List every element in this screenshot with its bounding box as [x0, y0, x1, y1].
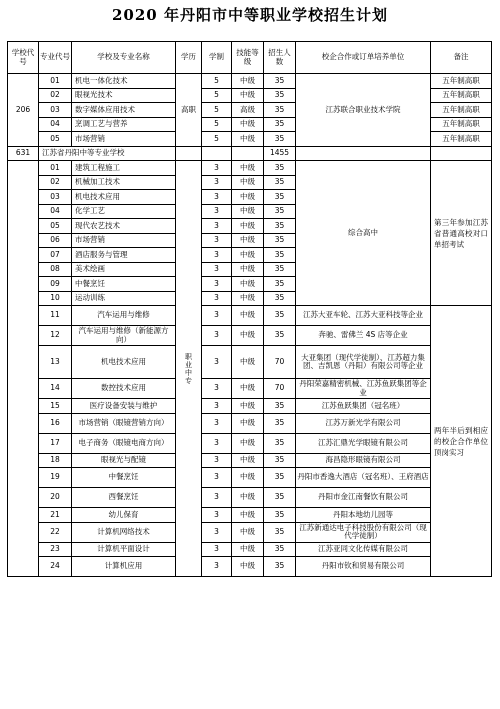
duration-cell: 3: [202, 277, 232, 292]
level-cell: 中级: [232, 399, 264, 414]
major-name-cell: 中餐烹饪: [72, 277, 176, 292]
remark-cell: 五年制高职: [431, 74, 492, 89]
major-code-cell: 15: [39, 399, 72, 414]
level-cell: 中级: [232, 453, 264, 468]
major-name-cell: 市场营销: [72, 233, 176, 248]
major-code-cell: 20: [39, 488, 72, 508]
duration-cell: 3: [202, 433, 232, 453]
table-row: [8, 379, 492, 399]
major-code-cell: 23: [39, 542, 72, 557]
quota-cell: 35: [264, 468, 296, 488]
duration-cell: 3: [202, 291, 232, 306]
table-row: [8, 522, 492, 542]
major-code-cell: 13: [39, 346, 72, 379]
level-cell: 中级: [232, 433, 264, 453]
quota-cell: 35: [264, 219, 296, 234]
partner-cell: 江苏鱼跃集团（冠名班）: [296, 399, 431, 414]
duration-cell: 3: [202, 453, 232, 468]
empty-cell: [296, 146, 431, 161]
quota-cell: 35: [264, 190, 296, 205]
table-row: [8, 399, 492, 414]
major-code-cell: 07: [39, 248, 72, 263]
quota-cell: 35: [264, 522, 296, 542]
level-cell: 中级: [232, 262, 264, 277]
level-cell: 中级: [232, 508, 264, 523]
quota-cell: 35: [264, 306, 296, 326]
table-row: [8, 74, 492, 89]
major-code-cell: 05: [39, 219, 72, 234]
partner-cell: 综合高中: [296, 161, 431, 306]
duration-cell: 3: [202, 190, 232, 205]
major-name-cell: 烹调工艺与营养: [72, 117, 176, 132]
partner-cell: 江苏大亚车轮、江苏大亚科技等企业: [296, 306, 431, 326]
table-row: [8, 413, 492, 433]
level-cell: 中级: [232, 117, 264, 132]
major-code-cell: 12: [39, 326, 72, 346]
duration-cell: 3: [202, 399, 232, 414]
quota-cell: 35: [264, 161, 296, 176]
header-major-code: 专业代号: [39, 42, 72, 74]
level-cell: 中级: [232, 291, 264, 306]
level-cell: 中级: [232, 204, 264, 219]
quota-cell: 35: [264, 233, 296, 248]
duration-cell: 5: [202, 74, 232, 89]
level-cell: 中级: [232, 74, 264, 89]
major-name-cell: 机电技术应用: [72, 346, 176, 379]
level-cell: 中级: [232, 557, 264, 577]
major-code-cell: 02: [39, 175, 72, 190]
quota-cell: 35: [264, 291, 296, 306]
remark-cell: 两年半后到相应的校企合作单位顶岗实习: [431, 306, 492, 577]
duration-cell: 5: [202, 103, 232, 118]
table-row: [8, 508, 492, 523]
quota-cell: 35: [264, 488, 296, 508]
major-name-cell: 市场营销: [72, 132, 176, 147]
major-name-cell: 建筑工程施工: [72, 161, 176, 176]
duration-cell: 3: [202, 508, 232, 523]
header-education: 学历: [176, 42, 202, 74]
major-name-cell: 机械加工技术: [72, 175, 176, 190]
education-cell: 职业中专: [176, 161, 202, 577]
major-name-cell: 机电一体化技术: [72, 74, 176, 89]
partner-cell: 江苏亚同文化传媒有限公司: [296, 542, 431, 557]
partner-cell: 江苏万新光学有限公司: [296, 413, 431, 433]
quota-cell: 35: [264, 413, 296, 433]
major-code-cell: 10: [39, 291, 72, 306]
major-name-cell: 运动训练: [72, 291, 176, 306]
duration-cell: 3: [202, 346, 232, 379]
level-cell: 高级: [232, 103, 264, 118]
table-row: [8, 326, 492, 346]
remark-cell: 五年制高职: [431, 88, 492, 103]
quota-cell: 35: [264, 453, 296, 468]
quota-cell: 35: [264, 262, 296, 277]
major-code-cell: 21: [39, 508, 72, 523]
school-band-row: [8, 146, 492, 161]
level-cell: 中级: [232, 346, 264, 379]
duration-cell: 3: [202, 542, 232, 557]
level-cell: 中级: [232, 132, 264, 147]
major-code-cell: 03: [39, 103, 72, 118]
level-cell: 中级: [232, 379, 264, 399]
quota-cell: 35: [264, 248, 296, 263]
major-code-cell: 17: [39, 433, 72, 453]
level-cell: 中级: [232, 413, 264, 433]
duration-cell: 3: [202, 557, 232, 577]
quota-cell: 35: [264, 508, 296, 523]
level-cell: 中级: [232, 522, 264, 542]
table-row: [8, 468, 492, 488]
duration-cell: 5: [202, 88, 232, 103]
quota-cell: 35: [264, 88, 296, 103]
major-name-cell: 眼视光技术: [72, 88, 176, 103]
level-cell: 中级: [232, 219, 264, 234]
partner-cell: 江苏新通达电子科技股份有限公司（现代学徒制）: [296, 522, 431, 542]
duration-cell: 3: [202, 233, 232, 248]
major-code-cell: 14: [39, 379, 72, 399]
major-code-cell: 18: [39, 453, 72, 468]
level-cell: 中级: [232, 326, 264, 346]
level-cell: 中级: [232, 88, 264, 103]
table-row: [8, 453, 492, 468]
level-cell: 中级: [232, 161, 264, 176]
duration-cell: 3: [202, 306, 232, 326]
empty-cell: [202, 146, 232, 161]
remark-cell: 五年制高职: [431, 132, 492, 147]
remark-cell: 第三年参加江苏省普通高校对口单招考试: [431, 161, 492, 306]
quota-cell: 35: [264, 74, 296, 89]
major-code-cell: 11: [39, 306, 72, 326]
quota-cell: 35: [264, 326, 296, 346]
duration-cell: 3: [202, 522, 232, 542]
major-code-cell: 03: [39, 190, 72, 205]
major-name-cell: 现代农艺技术: [72, 219, 176, 234]
duration-cell: 3: [202, 175, 232, 190]
quota-cell: 35: [264, 557, 296, 577]
empty-cell: [176, 146, 202, 161]
header-quota: 招生人数: [264, 42, 296, 74]
table-row: [8, 542, 492, 557]
header-row: [8, 42, 492, 74]
major-name-cell: 化学工艺: [72, 204, 176, 219]
major-name-cell: 幼儿保育: [72, 508, 176, 523]
quota-cell: 35: [264, 175, 296, 190]
major-name-cell: 医疗设备安装与维护: [72, 399, 176, 414]
major-code-cell: 08: [39, 262, 72, 277]
duration-cell: 3: [202, 379, 232, 399]
major-code-cell: 01: [39, 161, 72, 176]
partner-cell: 江苏汇鼎光学眼镜有限公司: [296, 433, 431, 453]
table-row: [8, 346, 492, 379]
partner-cell: 江苏联合职业技术学院: [296, 74, 431, 147]
duration-cell: 3: [202, 326, 232, 346]
quota-cell: 70: [264, 346, 296, 379]
quota-cell: 35: [264, 103, 296, 118]
enrollment-plan-table: [7, 41, 492, 577]
major-code-cell: 09: [39, 277, 72, 292]
empty-cell: [232, 146, 264, 161]
major-name-cell: 数控技术应用: [72, 379, 176, 399]
major-code-cell: 01: [39, 74, 72, 89]
school-name-cell: 江苏省丹阳中等专业学校: [39, 146, 176, 161]
duration-cell: 3: [202, 468, 232, 488]
header-school-code: 学校代号: [8, 42, 39, 74]
total-quota-cell: 1455: [264, 146, 296, 161]
duration-cell: 3: [202, 161, 232, 176]
major-name-cell: 计算机平面设计: [72, 542, 176, 557]
major-name-cell: 美术绘画: [72, 262, 176, 277]
major-name-cell: 西餐烹饪: [72, 488, 176, 508]
header-school-major: 学校及专业名称: [72, 42, 176, 74]
major-name-cell: 汽车运用与维修（新能源方向）: [72, 326, 176, 346]
table-row: [8, 433, 492, 453]
page-title: 2020 年丹阳市中等职业学校招生计划: [112, 6, 388, 24]
partner-cell: 丹阳荣嘉精密机械、江苏鱼跃集团等企业: [296, 379, 431, 399]
major-code-cell: 02: [39, 88, 72, 103]
education-cell: 高职: [176, 74, 202, 147]
duration-cell: 3: [202, 248, 232, 263]
header-remark: 备注: [431, 42, 492, 74]
level-cell: 中级: [232, 190, 264, 205]
level-cell: 中级: [232, 248, 264, 263]
major-name-cell: 汽车运用与维修: [72, 306, 176, 326]
duration-cell: 5: [202, 132, 232, 147]
quota-cell: 35: [264, 542, 296, 557]
table-row: [8, 488, 492, 508]
quota-cell: 35: [264, 204, 296, 219]
major-code-cell: 06: [39, 233, 72, 248]
major-code-cell: 22: [39, 522, 72, 542]
header-partner: 校企合作或订单培养单位: [296, 42, 431, 74]
duration-cell: 3: [202, 204, 232, 219]
table-row: [8, 306, 492, 326]
major-code-cell: 16: [39, 413, 72, 433]
partner-cell: 奔驰、雷佛兰 4S 店等企业: [296, 326, 431, 346]
partner-cell: 丹阳本地幼儿园等: [296, 508, 431, 523]
level-cell: 中级: [232, 233, 264, 248]
level-cell: 中级: [232, 488, 264, 508]
empty-cell: [431, 146, 492, 161]
school-code-cell: 631: [8, 146, 39, 161]
quota-cell: 35: [264, 117, 296, 132]
level-cell: 中级: [232, 175, 264, 190]
partner-cell: 大亚集团（现代学徒制）、江苏超力集团、吉凯恩（丹阳）有限公司等企业: [296, 346, 431, 379]
duration-cell: 3: [202, 488, 232, 508]
level-cell: 中级: [232, 468, 264, 488]
major-name-cell: 电子商务（眼镜电商方向）: [72, 433, 176, 453]
header-level: 技能等级: [232, 42, 264, 74]
major-name-cell: 机电技术应用: [72, 190, 176, 205]
table-row: [8, 557, 492, 577]
table-row: [8, 161, 492, 176]
major-name-cell: 市场营销（眼镜营销方向）: [72, 413, 176, 433]
remark-cell: 五年制高职: [431, 117, 492, 132]
major-name-cell: 眼视光与配镜: [72, 453, 176, 468]
level-cell: 中级: [232, 542, 264, 557]
major-code-cell: 05: [39, 132, 72, 147]
major-name-cell: 计算机网络技术: [72, 522, 176, 542]
school-code-cell: [8, 161, 39, 577]
partner-cell: 丹阳市金江南餐饮有限公司: [296, 488, 431, 508]
level-cell: 中级: [232, 306, 264, 326]
partner-cell: 丹阳市香逸大酒店（冠名班）、王府酒店: [296, 468, 431, 488]
level-cell: 中级: [232, 277, 264, 292]
partner-cell: 海昌隐形眼镜有限公司: [296, 453, 431, 468]
duration-cell: 5: [202, 117, 232, 132]
major-code-cell: 04: [39, 117, 72, 132]
major-code-cell: 24: [39, 557, 72, 577]
major-name-cell: 酒店服务与管理: [72, 248, 176, 263]
duration-cell: 3: [202, 219, 232, 234]
major-name-cell: 数字媒体应用技术: [72, 103, 176, 118]
partner-cell: 丹阳市钦和贸易有限公司: [296, 557, 431, 577]
remark-cell: 五年制高职: [431, 103, 492, 118]
major-code-cell: 19: [39, 468, 72, 488]
quota-cell: 35: [264, 132, 296, 147]
quota-cell: 35: [264, 399, 296, 414]
major-name-cell: 中餐烹饪: [72, 468, 176, 488]
header-duration: 学制: [202, 42, 232, 74]
quota-cell: 35: [264, 433, 296, 453]
quota-cell: 70: [264, 379, 296, 399]
school-code-cell: 206: [8, 74, 39, 147]
quota-cell: 35: [264, 277, 296, 292]
duration-cell: 3: [202, 262, 232, 277]
major-code-cell: 04: [39, 204, 72, 219]
duration-cell: 3: [202, 413, 232, 433]
table-body: [8, 74, 492, 577]
major-name-cell: 计算机应用: [72, 557, 176, 577]
